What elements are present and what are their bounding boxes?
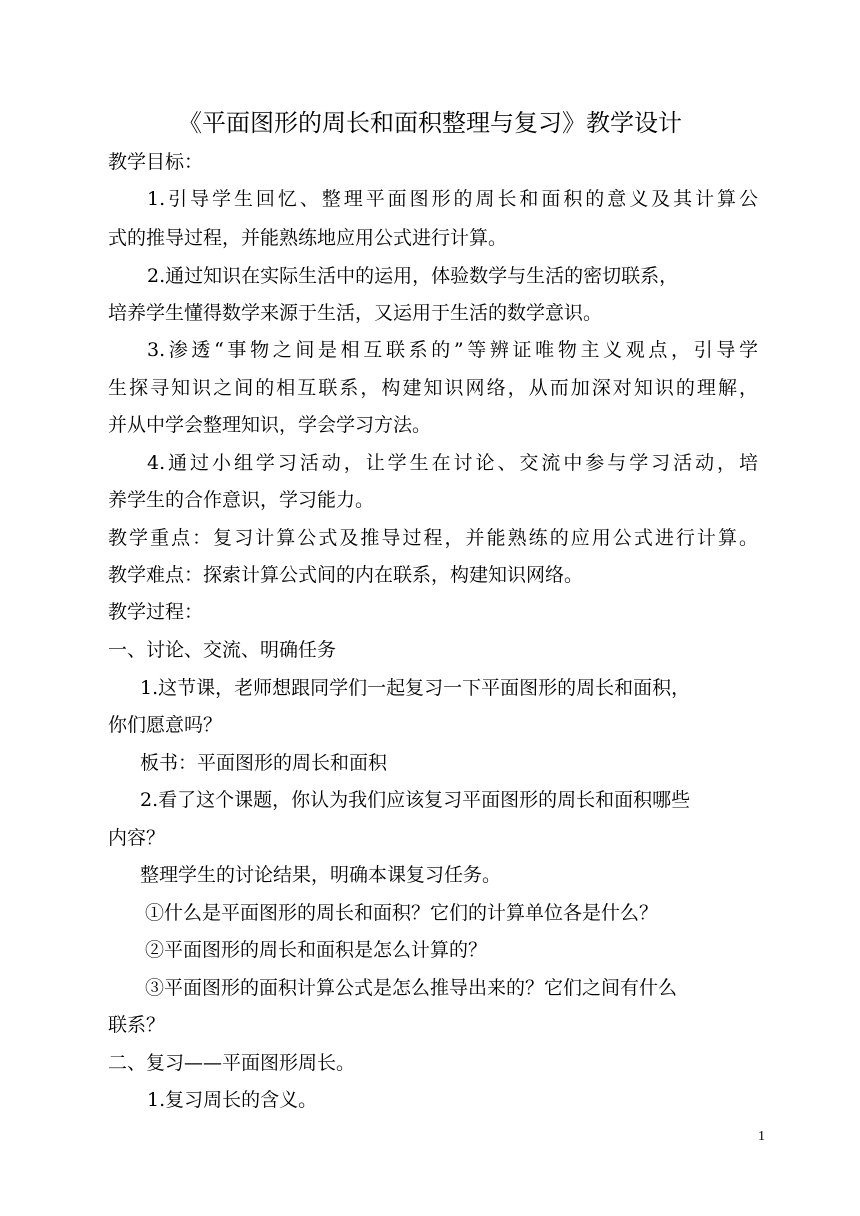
difficult-points-line: 教学难点：探索计算公式间的内在联系，构建知识网络。 <box>108 564 584 586</box>
board-note-line: 板书：平面图形的周长和面积 <box>140 752 388 774</box>
paragraph-line: 生探寻知识之间的相互联系，构建知识网络，从而加深对知识的理解， <box>108 377 758 399</box>
paragraph-line: 2.通过知识在实际生活中的运用，体验数学与生活的密切联系， <box>147 265 679 287</box>
paragraph-line: 培养学生懂得数学来源于生活，又运用于生活的数学意识。 <box>108 302 603 324</box>
document-title: 《平面图形的周长和面积整理与复习》教学设计 <box>178 109 682 137</box>
paragraph-line: 内容？ <box>108 827 166 849</box>
paragraph-line: 1.复习周长的含义。 <box>147 1089 318 1111</box>
paragraph-line: 式的推导过程，并能熟练地应用公式进行计算。 <box>108 227 508 249</box>
paragraph-line: 并从中学会整理知识，学会学习方法。 <box>108 414 432 436</box>
list-item: ②平面图形的周长和面积是怎么计算的？ <box>145 939 488 961</box>
list-item: ①什么是平面图形的周长和面积？它们的计算单位各是什么？ <box>145 902 659 924</box>
paragraph-line: 整理学生的讨论结果，明确本课复习任务。 <box>140 864 502 886</box>
paragraph-line: 1.这节课，老师想跟同学们一起复习一下平面图形的周长和面积， <box>140 677 691 699</box>
section-heading-objectives: 教学目标： <box>108 151 204 173</box>
page-number: 1 <box>758 1129 765 1144</box>
paragraph-line: 4.通过小组学习活动，让学生在讨论、交流中参与学习活动，培 <box>147 452 758 474</box>
section-heading-part-one: 一、讨论、交流、明确任务 <box>108 639 337 661</box>
key-points-line: 教学重点：复习计算公式及推导过程，并能熟练的应用公式进行计算。 <box>108 527 758 549</box>
paragraph-line: 你们愿意吗？ <box>108 714 223 736</box>
paragraph-line: 养学生的合作意识，学习能力。 <box>108 489 375 511</box>
list-item: ③平面图形的面积计算公式是怎么推导出来的？它们之间有什么 <box>145 977 678 999</box>
paragraph-line: 1.引导学生回忆、整理平面图形的周长和面积的意义及其计算公 <box>147 188 758 210</box>
list-item-continuation: 联系？ <box>108 1014 166 1036</box>
paragraph-line: 2.看了这个课题，你认为我们应该复习平面图形的周长和面积哪些 <box>140 789 691 811</box>
paragraph-line: 3.渗透“事物之间是相互联系的”等辨证唯物主义观点，引导学 <box>147 339 758 361</box>
section-heading-part-two: 二、复习——平面图形周长。 <box>108 1052 356 1074</box>
section-heading-process: 教学过程： <box>108 601 204 623</box>
